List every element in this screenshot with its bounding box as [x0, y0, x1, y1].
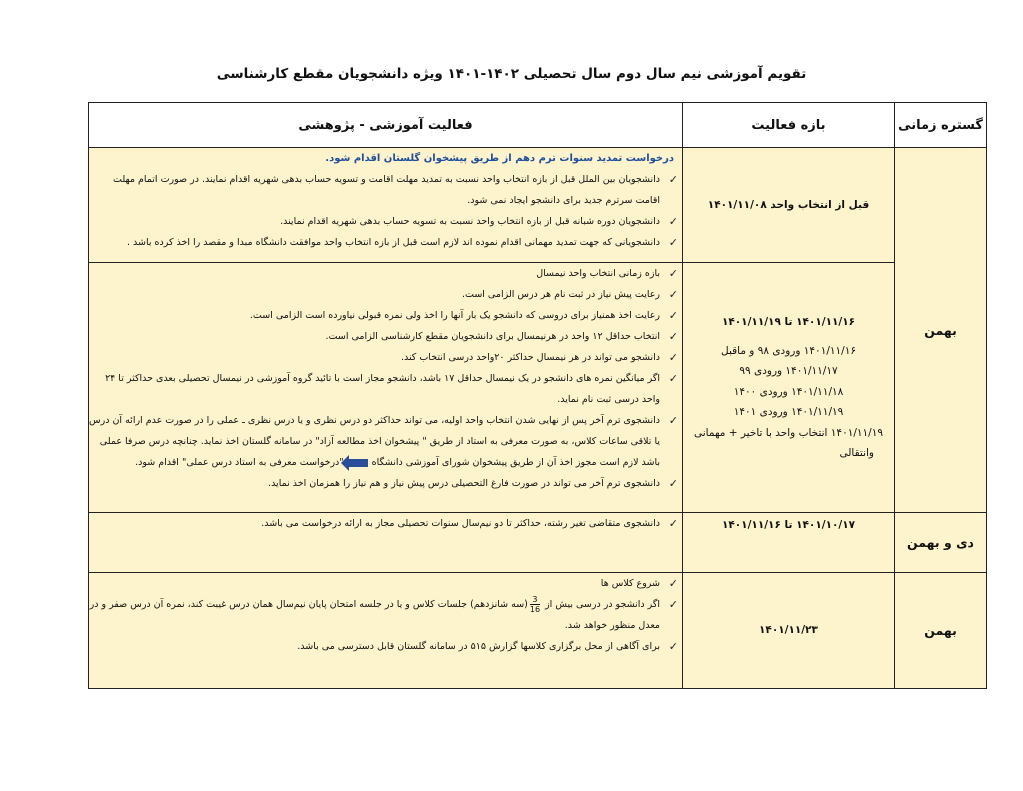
range-main: ۱۴۰۱/۱۱/۱۶ تا ۱۴۰۱/۱۱/۱۹: [721, 315, 856, 328]
list-item: ✓ دانشجویان دوره شبانه قبل از بازه انتخاب واحد نسبت به تسویه حساب بدهی شهریه اقدام نمایند.: [89, 211, 682, 232]
checkmark-icon: ✓: [668, 477, 678, 490]
list-item: ✓ برای آگاهی از محل برگزاری کلاسها گزارش ۵۱۵ در سامانه گلستان قابل دسترسی می باشد.: [89, 636, 682, 657]
list-item: ✓ اگر میانگین نمره های دانشجو در یک نیمسال حداقل ۱۷ باشد، دانشجو مجاز است با تائید گروه آموزشی در نیمسال تحصیلی بعدی حداکثر تا ۲۴ واحد درسی ثبت نام نماید.: [89, 368, 682, 410]
list-item: ✓ دانشجوی ترم آخر پس از نهایی شدن انتخاب واحد اولیه، می تواند حداکثر دو درس نظری و یا درس نظری ـ عملی را در صورت عدم ارائه آن درس یا تلاقی ساعات کلاس، به صورت معرفی به استاد از طریق " پیشخوان اخذ مطالعه آزاد" در سامانه گلستان اخذ نماید. چنانچه درس صرفا عملی باشد لازم است مجوز اخذ آن از طریق پیشخوان شورای آموزشی دانشگاه"درخواست معرفی به استاد درس عملی" اقدام شود.: [89, 410, 682, 473]
list-item: ✓ رعایت اخذ همنیاز برای دروسی که دانشجو یک بار آنها را اخذ ولی نمره قبولی نیاورده است الزامی است.: [89, 305, 682, 326]
list-item: ✓ بازه زمانی انتخاب واحد نیمسال: [89, 263, 682, 284]
checkmark-icon: ✓: [668, 640, 678, 653]
checkmark-icon: ✓: [668, 372, 678, 385]
table-row: [89, 573, 987, 689]
header-scope: گستره زمانی: [895, 103, 987, 148]
checkmark-icon: ✓: [668, 598, 678, 611]
list-item: ✓ دانشجوی متقاضی تغیر رشته، حداکثر تا دو نیم‌سال سنوات تحصیلی مجاز به ارائه درخواست می باشد.: [89, 513, 682, 534]
table-row: [89, 513, 987, 573]
fraction: $\frac{3}{16}$: [529, 595, 541, 614]
list-item: ✓ شروع کلاس ها: [89, 573, 682, 594]
checkmark-icon: ✓: [668, 288, 678, 301]
page-title: تقویم آموزشی نیم سال دوم سال تحصیلی ۱۴۰۲-۱۴۰۱ ویژه دانشجویان مقطع کارشناسی: [216, 66, 807, 82]
list-item: ✓ دانشجوی ترم آخر می تواند در صورت فارغ التحصیلی درس پیش نیاز و هم نیاز را همزمان اخذ نماید.: [89, 473, 682, 494]
range-cell: [683, 263, 895, 513]
table-row: [89, 148, 987, 263]
list-item: ✓ رعایت پیش نیاز در ثبت نام هر درس الزامی است.: [89, 284, 682, 305]
range-cell: قبل از انتخاب واحد ۱۴۰۱/۱۱/۰۸: [683, 148, 895, 263]
arrow-left-icon: [348, 459, 368, 467]
activity-cell: [89, 263, 683, 513]
table-row: [89, 263, 987, 513]
header-row: [89, 103, 987, 148]
header-range: بازه فعالیت: [683, 103, 895, 148]
checkmark-icon: ✓: [668, 517, 678, 530]
header-activity: فعالیت آموزشی - پژوهشی: [89, 103, 683, 148]
list-item: ✓ دانشجو می تواند در هر نیمسال حداکثر ۲۰واحد درسی انتخاب کند.: [89, 347, 682, 368]
scope-cell: دی و بهمن: [895, 513, 987, 573]
scope-cell: بهمن: [895, 148, 987, 513]
calendar-table: [88, 102, 987, 689]
checkmark-icon: ✓: [668, 577, 678, 590]
checkmark-icon: ✓: [668, 414, 678, 427]
list-item: ✓ انتخاب حداقل ۱۲ واحد در هرنیمسال برای دانشجویان مقطع کارشناسی الزامی است.: [89, 326, 682, 347]
list-item: ✓ دانشجویانی که جهت تمدید مهمانی اقدام نموده اند لازم است قبل از بازه انتخاب واحد موافقت دانشگاه مبدا و مقصد را اخذ کرده باشد .: [89, 232, 682, 253]
checkmark-icon: ✓: [668, 309, 678, 322]
list-item: ✓ دانشجویان بین الملل قبل از بازه انتخاب واحد نسبت به تمدید مهلت اقامت و تسویه حساب بدهی شهریه اقدام نمایند. در صورت اتمام مهلت اقامت سرترم جدید برای دانشجو ایجاد نمی شود.: [89, 169, 682, 211]
checkmark-icon: ✓: [668, 173, 678, 186]
checkmark-icon: ✓: [668, 215, 678, 228]
list-item: ✓ اگر دانشجو در درسی بیش از $\frac{3}{16}$ (سه شانزدهم) جلسات کلاس و یا در جلسه امتحان پایان نیم‌سال همان درس غیبت کند، نمره آن درس صفر و در معدل منظور خواهد شد.: [89, 595, 678, 631]
checkmark-icon: ✓: [668, 330, 678, 343]
activity-cell: [89, 513, 683, 573]
activity-cell: [89, 573, 683, 689]
range-cell: ۱۴۰۱/۱۱/۲۳: [683, 573, 895, 689]
scope-cell: بهمن: [895, 573, 987, 689]
range-cell: ۱۴۰۱/۱۰/۱۷ تا ۱۴۰۱/۱۱/۱۶: [683, 513, 895, 573]
range-schedule: ۱۴۰۱/۱۱/۱۶ ورودی ۹۸ و ماقبل ۱۴۰۱/۱۱/۱۷ ورودی ۹۹ ۱۴۰۱/۱۱/۱۸ ورودی ۱۴۰۰ ۱۴۰۱/۱۱/۱۹ ورودی ۱۴۰۱ ۱۴۰۱/۱۱/۱۹ انتخاب واحد با تاخیر + مهمانی وانتقالی: [694, 344, 883, 459]
activity-cell: [89, 148, 683, 263]
checkmark-icon: ✓: [668, 236, 678, 249]
checkmark-icon: ✓: [668, 267, 678, 280]
checkmark-icon: ✓: [668, 351, 678, 364]
lead-note: درخواست تمدید سنوات ترم دهم از طریق پیشخوان گلستان اقدام شود.: [325, 153, 674, 164]
